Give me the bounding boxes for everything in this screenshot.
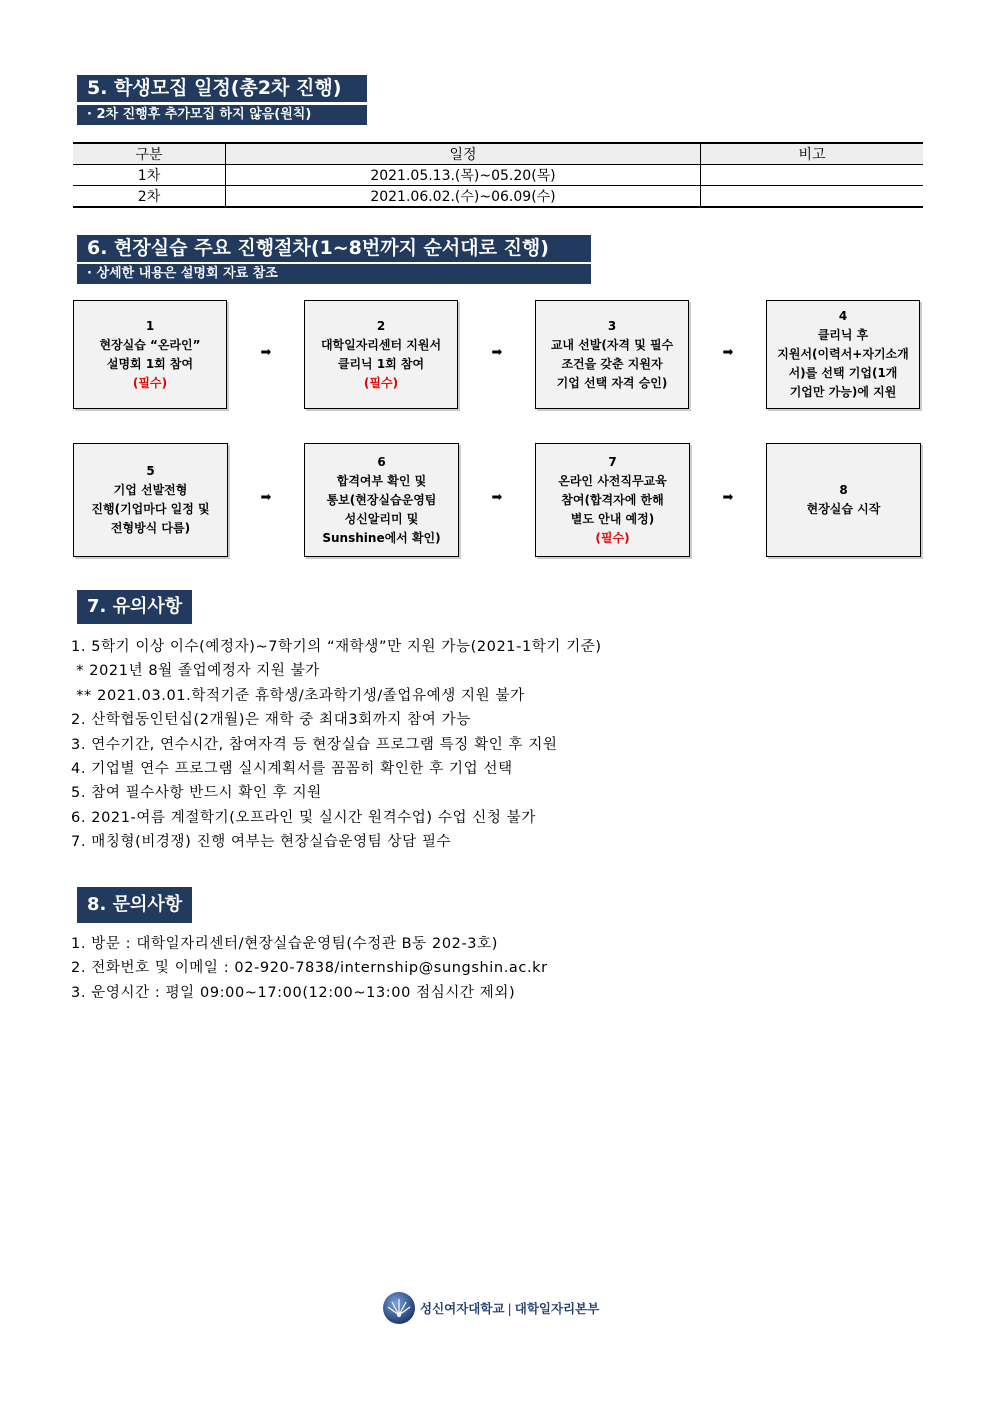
required-label: (필수): [363, 375, 399, 390]
section8-title: 8. 문의사항: [77, 887, 192, 923]
footer-department-name: 대학일자리본부: [514, 1301, 600, 1316]
step-line: 기업 선택 자격 승인): [556, 375, 668, 390]
step-line: 클리닉 1회 참여: [337, 356, 425, 371]
step-number: 1: [145, 318, 155, 333]
step-line: 성신알리미 및: [344, 511, 419, 526]
section6-subtitle: · 상세한 내용은 설명회 자료 참조: [77, 264, 591, 284]
process-step-3: [535, 300, 689, 409]
table-header-row: [73, 143, 923, 165]
list-item: 2. 전화번호 및 이메일 : 02-920-7838/internship@sungshin.ac.kr: [71, 960, 548, 977]
row2-note: [701, 186, 924, 208]
step-line: 조건을 갖춘 지원자: [561, 356, 663, 371]
step-line: 지원서(이력서+자기소개: [777, 347, 909, 361]
section7-title: 7. 유의사항: [77, 590, 192, 624]
step-line: 교내 선발(자격 및 필수: [550, 337, 674, 352]
footer-logo: [382, 1291, 599, 1325]
list-item: 1. 5학기 이상 이수(예정자)~7학기의 “재학생”만 지원 가능(2021-1학기 기준): [71, 639, 602, 655]
list-item: * 2021년 8월 졸업예정자 지원 불가: [71, 663, 320, 680]
arrow-right-icon: ➡: [491, 345, 503, 360]
step-line: 현장실습 시작: [806, 502, 881, 516]
step-number: 7: [608, 454, 617, 469]
step-line: 기업 선발전형: [113, 483, 188, 497]
list-item: 3. 운영시간 : 평일 09:00~17:00(12:00~13:00 점심시간 제외): [71, 984, 516, 1001]
row1-schedule: 2021.05.13.(목)~05.20(목): [226, 165, 701, 186]
row2-schedule: 2021.06.02.(수)~06.09(수): [226, 186, 701, 208]
row1-note: [701, 165, 924, 186]
process-step-8: [766, 443, 921, 557]
process-step-6: [304, 443, 459, 557]
step-line: 대학일자리센터 지원서: [320, 337, 442, 352]
list-item: 5. 참여 필수사항 반드시 확인 후 지원: [71, 785, 322, 802]
step-line: 온라인 사전직무교육: [558, 473, 667, 488]
list-item: 1. 방문 : 대학일자리센터/현장실습운영팀(수정관 B동 202-3호): [71, 936, 498, 952]
arrow-right-icon: ➡: [722, 490, 734, 505]
step-line: 진행(기업마다 일정 및: [91, 502, 210, 516]
row1-category: 1차: [73, 165, 226, 186]
step-number: 4: [838, 309, 848, 323]
process-step-2: [304, 300, 458, 409]
list-item: ** 2021.03.01.학적기준 휴학생/초과학기생/졸업유예생 지원 불가: [71, 687, 525, 704]
step-line: 별도 안내 예정): [570, 511, 655, 526]
university-emblem-icon: [382, 1291, 416, 1325]
footer-university-name: 성신여자대학교: [420, 1301, 505, 1316]
header-note: 비고: [701, 143, 924, 165]
footer-separator: |: [507, 1300, 512, 1316]
step-number: 6: [377, 454, 386, 469]
row2-category: 2차: [73, 186, 226, 208]
notice-list: [71, 635, 602, 855]
step-line: 통보(현장실습운영팀: [326, 492, 437, 507]
contact-list: [71, 932, 548, 1005]
section6-title: 6. 현장실습 주요 진행절차(1~8번까지 순서대로 진행): [77, 235, 591, 262]
step-line: 클리닉 후: [817, 328, 869, 342]
step-line: 참여(합격자에 한해: [561, 492, 664, 507]
list-item: 6. 2021-여름 계절학기(오프라인 및 실시간 원격수업) 수업 신청 불가: [71, 809, 536, 826]
required-label: (필수): [595, 530, 630, 545]
list-item: 4. 기업별 연수 프로그램 실시계획서를 꼼꼼히 확인한 후 기업 선택: [71, 761, 513, 778]
section5-subtitle: · 2차 진행후 추가모집 하지 않음(원칙): [77, 105, 367, 125]
header-schedule: 일정: [226, 143, 701, 165]
step-number: 2: [376, 318, 386, 333]
list-item: 3. 연수기간, 연수시간, 참여자격 등 현장실습 프로그램 특징 확인 후 지원: [71, 736, 558, 753]
arrow-right-icon: ➡: [260, 490, 272, 505]
section5-title: 5. 학생모집 일정(총2차 진행): [77, 75, 367, 102]
required-label: (필수): [132, 375, 168, 390]
step-line: 기업만 가능)에 지원: [789, 385, 897, 399]
arrow-right-icon: ➡: [491, 490, 503, 505]
table-row: [73, 165, 923, 186]
step-line: 현장실습 “온라인”: [99, 337, 201, 352]
process-step-1: [73, 300, 227, 409]
step-number: 3: [607, 318, 617, 333]
arrow-right-icon: ➡: [722, 345, 734, 360]
step-line: 전형방식 다름): [110, 521, 191, 535]
step-number: 8: [839, 483, 848, 497]
process-step-4: [766, 300, 920, 409]
process-step-5: [73, 443, 228, 557]
schedule-table: [73, 142, 923, 208]
arrow-right-icon: ➡: [260, 345, 272, 360]
step-line: 서)를 선택 기업(1개: [788, 366, 898, 380]
list-item: 2. 산학협동인턴십(2개월)은 재학 중 최대3회까지 참여 가능: [71, 712, 471, 729]
step-line: 설명회 1회 참여: [106, 356, 194, 371]
step-line: Sunshine에서 확인): [322, 530, 441, 545]
list-item: 7. 매칭형(비경쟁) 진행 여부는 현장실습운영팀 상담 필수: [71, 834, 452, 851]
step-number: 5: [146, 464, 155, 478]
step-line: 합격여부 확인 및: [336, 473, 427, 488]
process-step-7: [535, 443, 690, 557]
header-category: 구분: [73, 143, 226, 165]
table-row: [73, 186, 923, 208]
